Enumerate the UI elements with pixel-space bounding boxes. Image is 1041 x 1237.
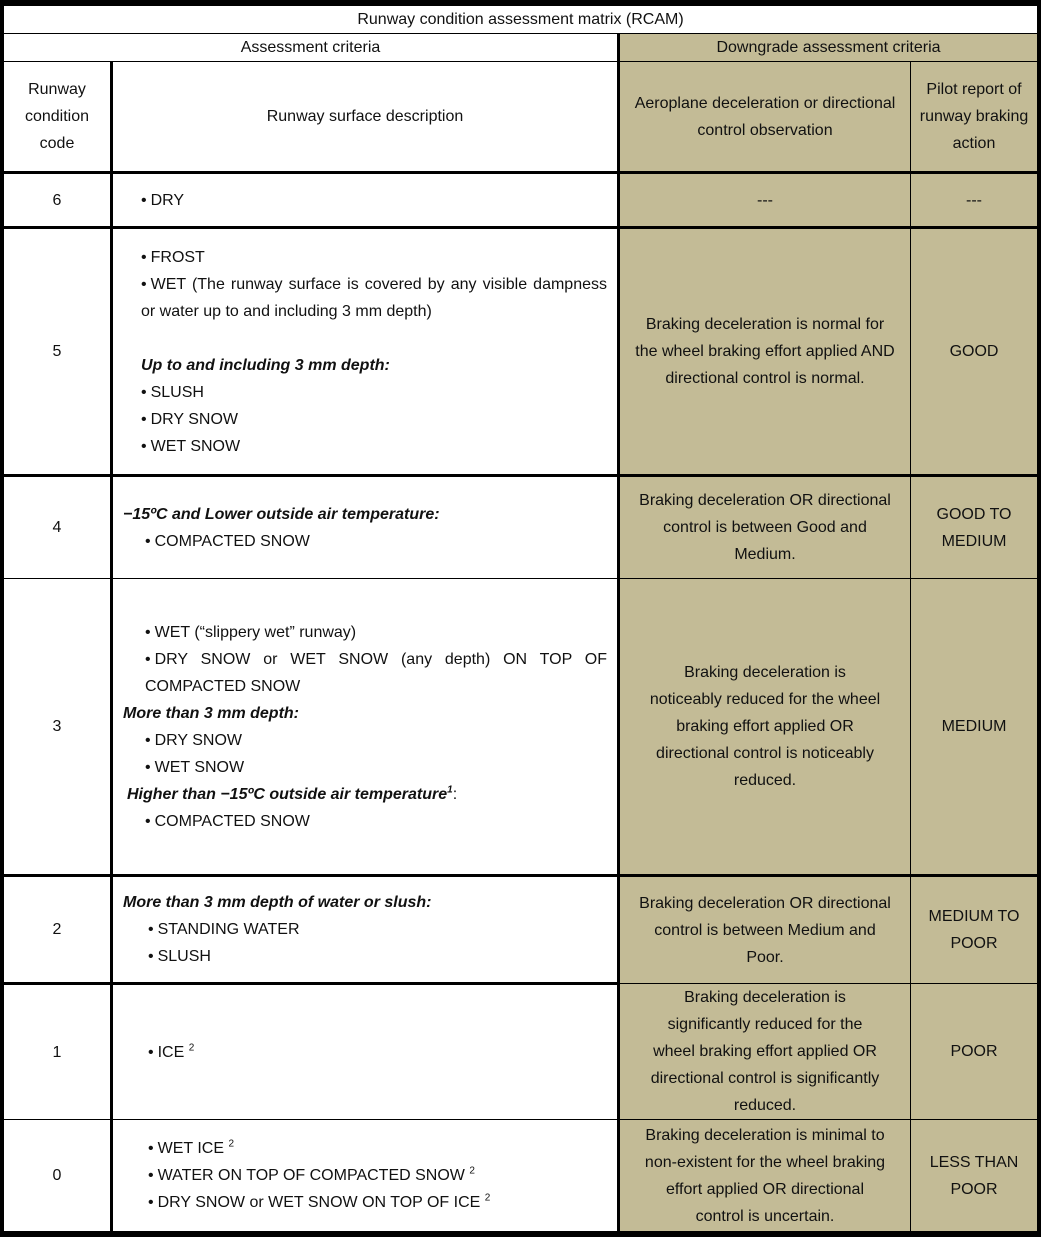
observation: Braking deceleration is normal for the wheel braking effort applied AND directional control is normal. — [619, 228, 911, 476]
observation: Braking deceleration OR directional control is between Medium and Poor. — [619, 876, 911, 984]
surface-item: • DRY SNOW — [123, 727, 607, 754]
surface-item: • WATER ON TOP OF COMPACTED SNOW $^2$ — [148, 1162, 607, 1189]
surface-description — [112, 1120, 619, 1232]
observation: Braking deceleration is significantly reduced for the wheel braking effort applied OR directional control is significantly reduced. — [619, 984, 911, 1120]
surface-item: • WET (The runway surface is covered by any visible dampness or water up to and including 3 mm depth) — [141, 271, 607, 325]
pilot-report: MEDIUM TO POOR — [911, 876, 1038, 984]
table-row — [4, 579, 1038, 876]
surface-description — [112, 579, 619, 876]
pilot-report: GOOD TO MEDIUM — [911, 476, 1038, 579]
observation: Braking deceleration is noticeably reduced for the wheel braking effort applied OR directional control is noticeably reduced. — [619, 579, 911, 876]
pilot-report: --- — [911, 173, 1038, 228]
pilot-report: GOOD — [911, 228, 1038, 476]
table-row — [4, 173, 1038, 228]
surface-item: • COMPACTED SNOW — [123, 808, 607, 835]
header-runway-condition-code: Runway condition code — [4, 62, 112, 173]
surface-item: • DRY — [141, 187, 607, 214]
footnote-ref: 2 — [188, 1042, 195, 1054]
surface-item: • WET ICE $^2$ — [148, 1135, 607, 1162]
table-row — [4, 984, 1038, 1120]
surface-description — [112, 476, 619, 579]
surface-item: • COMPACTED SNOW — [123, 528, 607, 555]
footnote-ref: 2 — [469, 1165, 475, 1177]
surface-item: • WET (“slippery wet” runway) — [123, 619, 607, 646]
table-row — [4, 476, 1038, 579]
header-runway-surface-description: Runway surface description — [112, 62, 619, 173]
table-title: Runway condition assessment matrix (RCAM) — [4, 6, 1038, 34]
condition-code: 2 — [4, 876, 112, 984]
footnote-ref: 2 — [228, 1138, 234, 1150]
condition-code: 4 — [4, 476, 112, 579]
rcam-table — [3, 5, 1038, 1232]
pilot-report: LESS THAN POOR — [911, 1120, 1038, 1232]
surface-item: • ICE $^2$ — [148, 1039, 607, 1066]
downgrade-criteria-header: Downgrade assessment criteria — [619, 34, 1038, 62]
surface-description — [112, 876, 619, 984]
table-row — [4, 876, 1038, 984]
surface-item: • DRY SNOW or WET SNOW (any depth) ON TOP OF COMPACTED SNOW — [123, 646, 607, 700]
surface-item: • DRY SNOW or WET SNOW ON TOP OF ICE $^2$ — [148, 1189, 607, 1216]
condition-code: 0 — [4, 1120, 112, 1232]
assessment-criteria-header: Assessment criteria — [4, 34, 619, 62]
condition-code: 6 — [4, 173, 112, 228]
surface-subheading: Up to and including 3 mm depth: — [141, 356, 390, 374]
pilot-report: POOR — [911, 984, 1038, 1120]
table-row — [4, 228, 1038, 476]
surface-subheading: More than 3 mm depth: — [123, 704, 300, 722]
surface-subheading: Higher than −15ºC outside air temperature$^1$: — [127, 784, 458, 803]
surface-subheading: −15ºC and Lower outside air temperature: — [123, 505, 440, 523]
table-row — [4, 1120, 1038, 1232]
surface-item: • SLUSH — [141, 379, 607, 406]
surface-item: • SLUSH — [123, 943, 607, 970]
observation: Braking deceleration OR directional control is between Good and Medium. — [619, 476, 911, 579]
surface-item: • DRY SNOW — [141, 406, 607, 433]
condition-code: 1 — [4, 984, 112, 1120]
surface-item: • STANDING WATER — [123, 916, 607, 943]
surface-description — [112, 228, 619, 476]
surface-item: • WET SNOW — [141, 433, 607, 460]
condition-code: 3 — [4, 579, 112, 876]
surface-item: • WET SNOW — [123, 754, 607, 781]
surface-item: • FROST — [141, 244, 607, 271]
header-observation: Aeroplane deceleration or directional control observation — [619, 62, 911, 173]
footnote-ref: 2 — [484, 1192, 491, 1204]
footnote-ref: 1 — [447, 784, 453, 796]
rcam-table-frame — [3, 5, 1037, 1232]
surface-subheading: More than 3 mm depth of water or slush: — [123, 894, 432, 911]
header-pilot-report: Pilot report of runway braking action — [911, 62, 1038, 173]
surface-description — [112, 173, 619, 228]
pilot-report: MEDIUM — [911, 579, 1038, 876]
surface-description — [112, 984, 619, 1120]
observation: --- — [619, 173, 911, 228]
observation: Braking deceleration is minimal to non-existent for the wheel braking effort applied OR directional control is uncertain. — [619, 1120, 911, 1232]
condition-code: 5 — [4, 228, 112, 476]
